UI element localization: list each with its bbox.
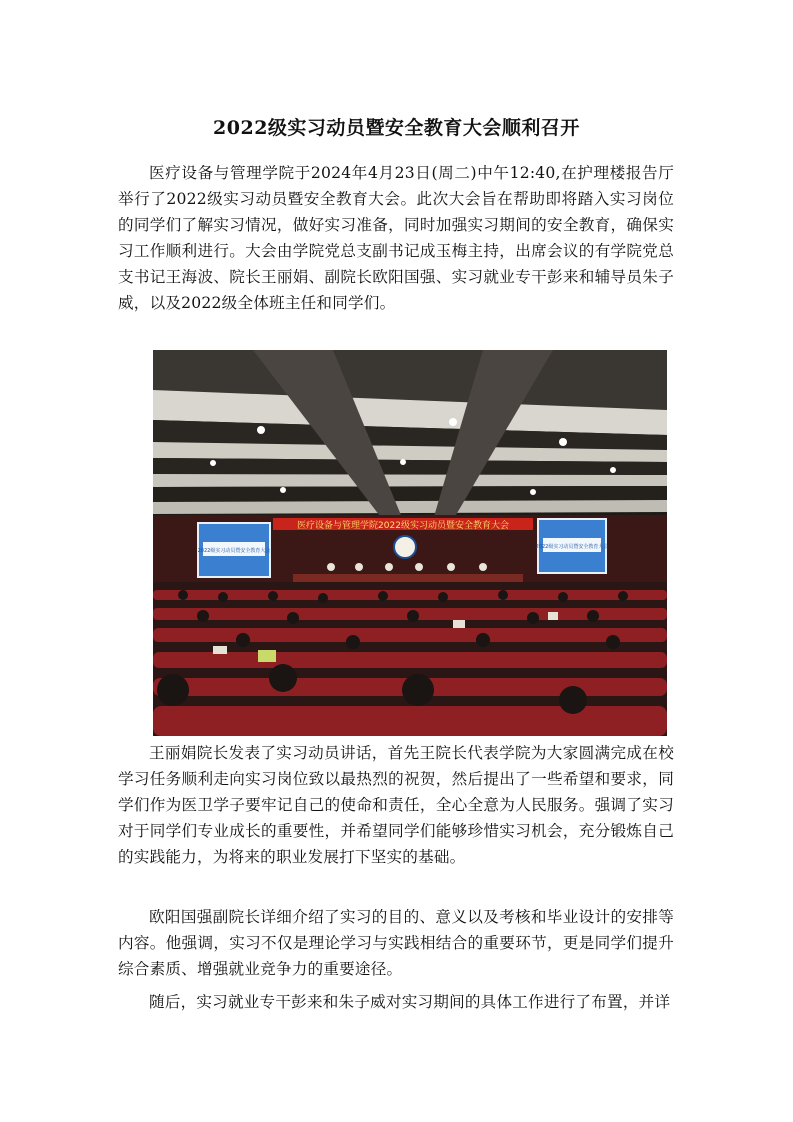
meeting-photo: [153, 350, 667, 736]
left-screen-text: 2022级实习动员暨安全教育大会: [197, 548, 271, 554]
paragraph-introduction: 欧阳国强副院长详细介绍了实习的目的、意义以及考核和毕业设计的安排等内容。他强调，实习不仅是理论学习与实践相结合的重要环节，更是同学们提升综合素质、增强就业竞争力的重要途径。: [118, 908, 674, 978]
paragraph-intro: 医疗设备与管理学院于2024年4月23日(周二)中午12:40,在护理楼报告厅举行了2022级实习动员暨安全教育大会。此次大会旨在帮助即将踏入实习岗位的同学们了解实习情况，做好实习准备，同时加强实习期间的安全教育，确保实习工作顺利进行。大会由学院党总支副书记成玉梅主持，出席会议的有学院党总支书记王海波、院长王丽娟、副院长欧阳国强、实习就业专干彭来和辅导员朱子威，以及2022级全体班主任和同学们。: [118, 164, 674, 312]
paragraph-speech: 王丽娟院长发表了实习动员讲话，首先王院长代表学院为大家圆满完成在校学习任务顺利走向实习岗位致以最热烈的祝贺，然后提出了一些希望和要求，同学们作为医卫学子要牢记自己的使命和责任，全心全意为人民服务。强调了实习对于同学们专业成长的重要性，并希望同学们能够珍惜实习机会，充分锻炼自己的实践能力，为将来的职业发展打下坚实的基础。: [118, 744, 674, 866]
paragraph-arrangement: 随后，实习就业专干彭来和朱子威对实习期间的具体工作进行了布置，并详: [149, 993, 671, 1011]
right-screen-text: 2022级实习动员暨安全教育大会: [535, 544, 609, 550]
banner-text: 医疗设备与管理学院2022级实习动员暨安全教育大会: [297, 521, 509, 531]
article-title: 2022级实习动员暨安全教育大会顺利召开: [213, 116, 580, 139]
